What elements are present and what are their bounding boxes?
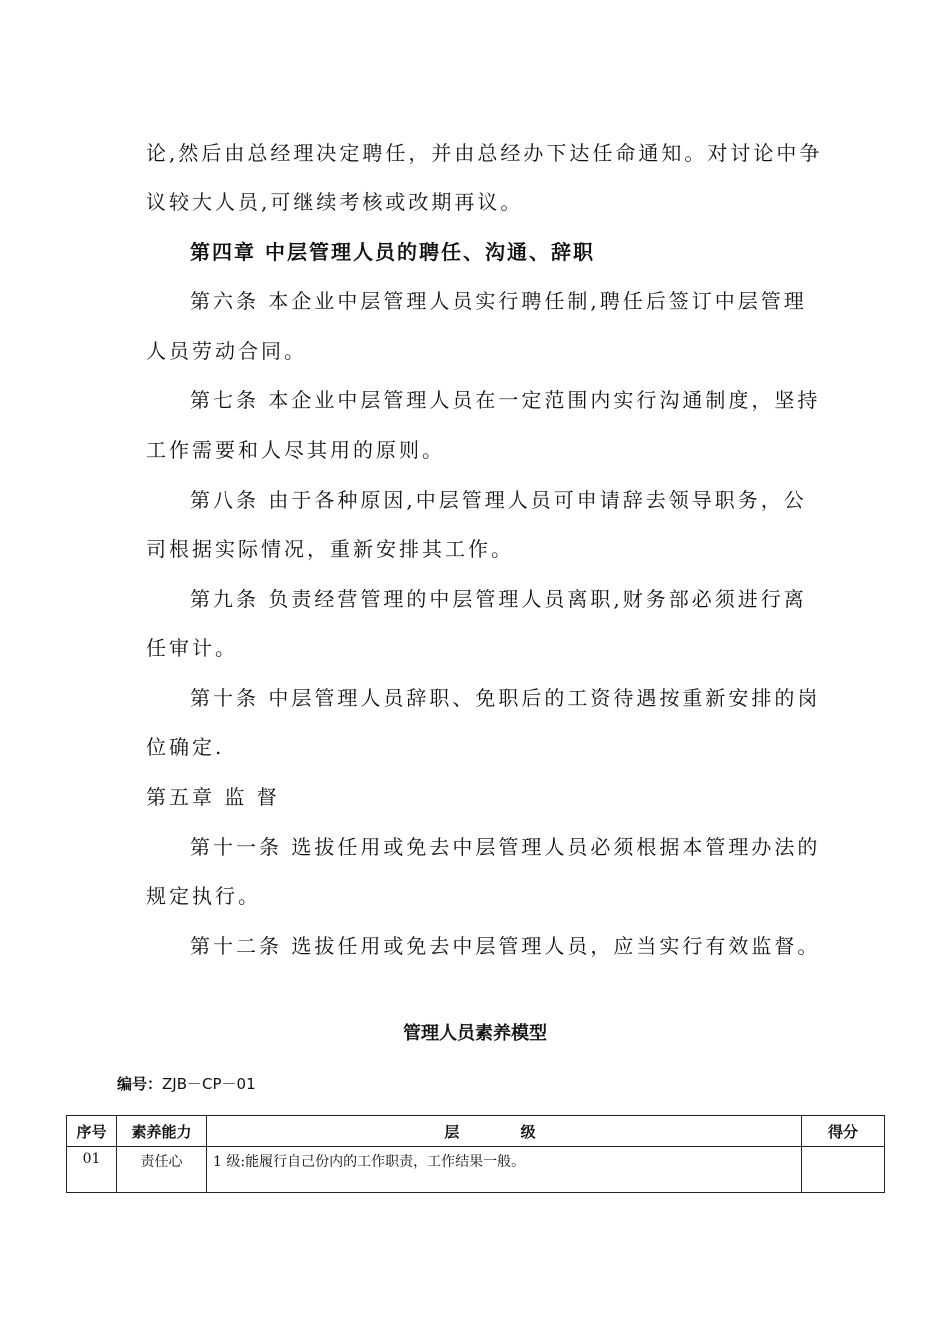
article-10-line: 第十条 中层管理人员辞职、免职后的工资待遇按重新安排的岗 <box>190 686 821 710</box>
article-10-line: 位确定. <box>146 735 225 759</box>
article-7-line: 第七条 本企业中层管理人员在一定范围内实行沟通制度，坚持 <box>190 388 821 412</box>
chapter-heading-5: 第五章 监 督 <box>146 785 280 809</box>
paragraph-line: 议较大人员,可继续考核或改期再议。 <box>146 190 524 214</box>
article-8-line: 司根据实际情况，重新安排其工作。 <box>146 537 514 561</box>
table-header-row <box>67 1116 885 1147</box>
article-11-line: 第十一条 选拔任用或免去中层管理人员必须根据本管理办法的 <box>190 835 821 859</box>
code-label: 编号： <box>117 1075 163 1093</box>
header-number: 序号 <box>67 1116 117 1147</box>
cell-score <box>802 1147 885 1193</box>
header-ability: 素养能力 <box>117 1116 207 1147</box>
table-row <box>67 1147 885 1193</box>
article-7-line: 工作需要和人尽其用的原则。 <box>146 438 445 462</box>
article-8-line: 第八条 由于各种原因,中层管理人员可申请辞去领导职务，公 <box>190 488 807 512</box>
document-code <box>117 1073 256 1095</box>
model-title: 管理人员素养模型 <box>403 1023 547 1044</box>
header-score: 得分 <box>802 1116 885 1147</box>
cell-level: 1 级:能履行自己份内的工作职责，工作结果一般。 <box>207 1147 802 1193</box>
article-9-line: 任审计。 <box>146 636 238 660</box>
chapter-heading-4: 第四章 中层管理人员的聘任、沟通、辞职 <box>190 240 595 264</box>
competency-table <box>66 1115 885 1193</box>
cell-ability: 责任心 <box>117 1147 207 1193</box>
paragraph-line: 论,然后由总经理决定聘任，并由总经办下达任命通知。对讨论中争 <box>146 141 823 165</box>
article-12-line: 第十二条 选拔任用或免去中层管理人员，应当实行有效监督。 <box>190 934 821 958</box>
article-6-line: 人员劳动合同。 <box>146 339 307 363</box>
cell-number: 01 <box>67 1147 117 1193</box>
code-value: ZJB－CP－01 <box>162 1075 256 1093</box>
article-11-line: 规定执行。 <box>146 884 261 908</box>
header-level: 层 级 <box>207 1116 802 1147</box>
article-9-line: 第九条 负责经营管理的中层管理人员离职,财务部必须进行离 <box>190 587 807 611</box>
article-6-line: 第六条 本企业中层管理人员实行聘任制,聘任后签订中层管理 <box>190 289 807 313</box>
